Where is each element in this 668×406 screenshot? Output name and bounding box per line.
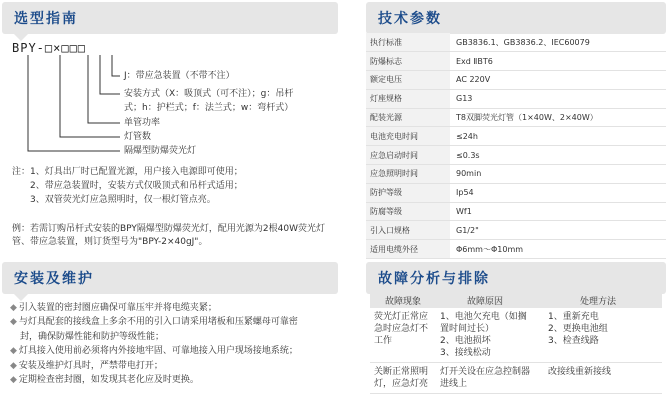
cause-line: 1、电池欠充电（如搁置时间过长） [440,312,527,334]
symptom-cell: 荧光灯正常应急时应急灯不工作 [370,308,436,363]
param-value: Ip54 [450,183,666,202]
list-item [10,330,298,344]
param-key: 防爆标志 [366,52,450,71]
install-item-text: 封，确保防爆性能和防护等级性能； [20,331,165,342]
table-row [366,89,666,108]
param-value: Wf1 [450,202,666,221]
table-header-row [370,293,662,308]
note-2: 2、带应急装置时，安装方式仅吸顶式和吊杆式适用； [30,181,243,191]
bullet-icon: ◆ [10,346,17,357]
install-list [10,301,298,387]
tech-params-header [366,2,666,34]
param-key: 引入口规格 [366,221,450,240]
table-row [366,71,666,90]
order-example: 例：若需订购吊杆式安装的BPY隔爆型防爆荧光灯，配用光源为2根40W荧光灯管、带应急装置，则订货型号为"BPY-2×40gJ"。 [12,224,325,247]
bullet-icon: ◆ [10,303,17,313]
bullet-icon: ◆ [10,317,17,328]
bullet-icon: ◆ [10,375,17,386]
model-code: BPY-□×□□□ [12,41,87,55]
install-maintenance-panel [2,262,338,406]
param-key: 应急启动时间 [366,146,450,165]
table-row [366,127,666,146]
param-value: Exd ⅡBT6 [450,52,666,71]
option-tube-count: 灯管数 [124,132,152,142]
param-value: Φ6mm～Φ10mm [450,240,666,259]
bullet-icon: ◆ [10,360,17,371]
tech-params-panel [366,2,666,257]
cause-line: 3、接线松动 [440,348,491,358]
param-value: G13 [450,89,666,108]
option-install-line1: 安装方式（X：吸顶式（可不注）；g：吊杆 [124,89,294,99]
col-header-symptom: 故障现象 [370,293,436,308]
option-power: 单管功率 [124,118,161,128]
tech-params-table [366,33,666,259]
cause-line: 灯开关设在应急控制器进线上 [440,367,531,389]
table-row [366,146,666,165]
option-emergency: J：带应急装置（不带不注） [124,71,235,81]
param-value: GB3836.1、GB3836.2、IEC60079 [450,33,666,52]
symptom-cell: 关断正常照明灯，应急灯亮 [370,363,436,394]
list-item [10,301,298,315]
param-value: T8双脚荧光灯管（1×40W、2×40W） [450,108,666,127]
option-type: 隔爆型防爆荧光灯 [124,146,197,156]
install-item-text: 定期检查密封圈，如发现其老化应及时更换。 [18,375,199,386]
install-item-text: 灯具接入使用前必须将内外接地牢固、可靠地接入用户现场接地系统； [18,346,298,357]
param-key: 应急照明时间 [366,165,450,184]
note-1: 注：1、灯具出厂时已配置光源，用户接入电源即可使用； [12,167,243,177]
install-title: 安装及维护 [14,271,94,287]
list-item [10,315,298,329]
param-key: 防护等级 [366,183,450,202]
table-row [366,165,666,184]
param-value: ≤0.3s [450,146,666,165]
col-header-cause: 故障原因 [436,293,534,308]
fix-cell [534,308,662,363]
param-value: G1/2" [450,221,666,240]
fix-cell [534,363,662,394]
table-row [366,33,666,52]
fault-title: 故障分析与排除 [378,271,490,287]
table-row [370,308,662,363]
table-row [370,363,662,394]
param-key: 额定电压 [366,71,450,90]
param-key: 适用电缆外径 [366,240,450,259]
fix-line: 改接线重新接线 [548,367,612,377]
table-row [366,202,666,221]
cause-cell [436,308,534,363]
fix-line: 3、检查线路 [548,336,599,346]
cause-cell [436,363,534,394]
fault-analysis-panel [366,262,666,406]
table-row [366,240,666,259]
fault-header [366,262,666,294]
install-header [2,262,338,294]
install-item-text: 引入装置的密封圈应确保可靠压牢并将电缆夹紧； [18,303,217,313]
fix-line: 2、更换电池组 [548,324,608,334]
param-key: 防腐等级 [366,202,450,221]
list-item [10,359,298,373]
cause-line: 2、电池损坏 [440,336,491,346]
param-key: 灯座规格 [366,89,450,108]
note-3: 3、双管荧光灯应急照明时，仅一根灯管点亮。 [30,195,216,205]
list-item [10,344,298,358]
install-item-text: 安装及维护灯具时，严禁带电打开； [18,360,163,371]
install-item-text: 与灯具配套的接线盒上多余不用的引入口请采用堵板和压紧螺母可靠密 [18,317,298,328]
param-key: 执行标准 [366,33,450,52]
table-row [366,108,666,127]
table-row [366,52,666,71]
option-install-line2: 式；h：护栏式；f：法兰式；w：弯杆式） [124,103,294,113]
fault-table [370,293,662,394]
param-value: AC 220V [450,71,666,90]
selection-guide-panel [2,2,338,257]
param-value: 90min [450,165,666,184]
selection-guide-title: 选型指南 [14,11,78,27]
table-row [366,183,666,202]
tech-params-title: 技术参数 [378,11,442,27]
table-row [366,221,666,240]
header-pointer [14,294,28,301]
param-key: 配装光源 [366,108,450,127]
fix-line: 1、重新充电 [548,312,599,322]
col-header-fix: 处理方法 [534,293,662,308]
list-item [10,373,298,387]
param-key: 电池充电时间 [366,127,450,146]
param-value: ≤24h [450,127,666,146]
